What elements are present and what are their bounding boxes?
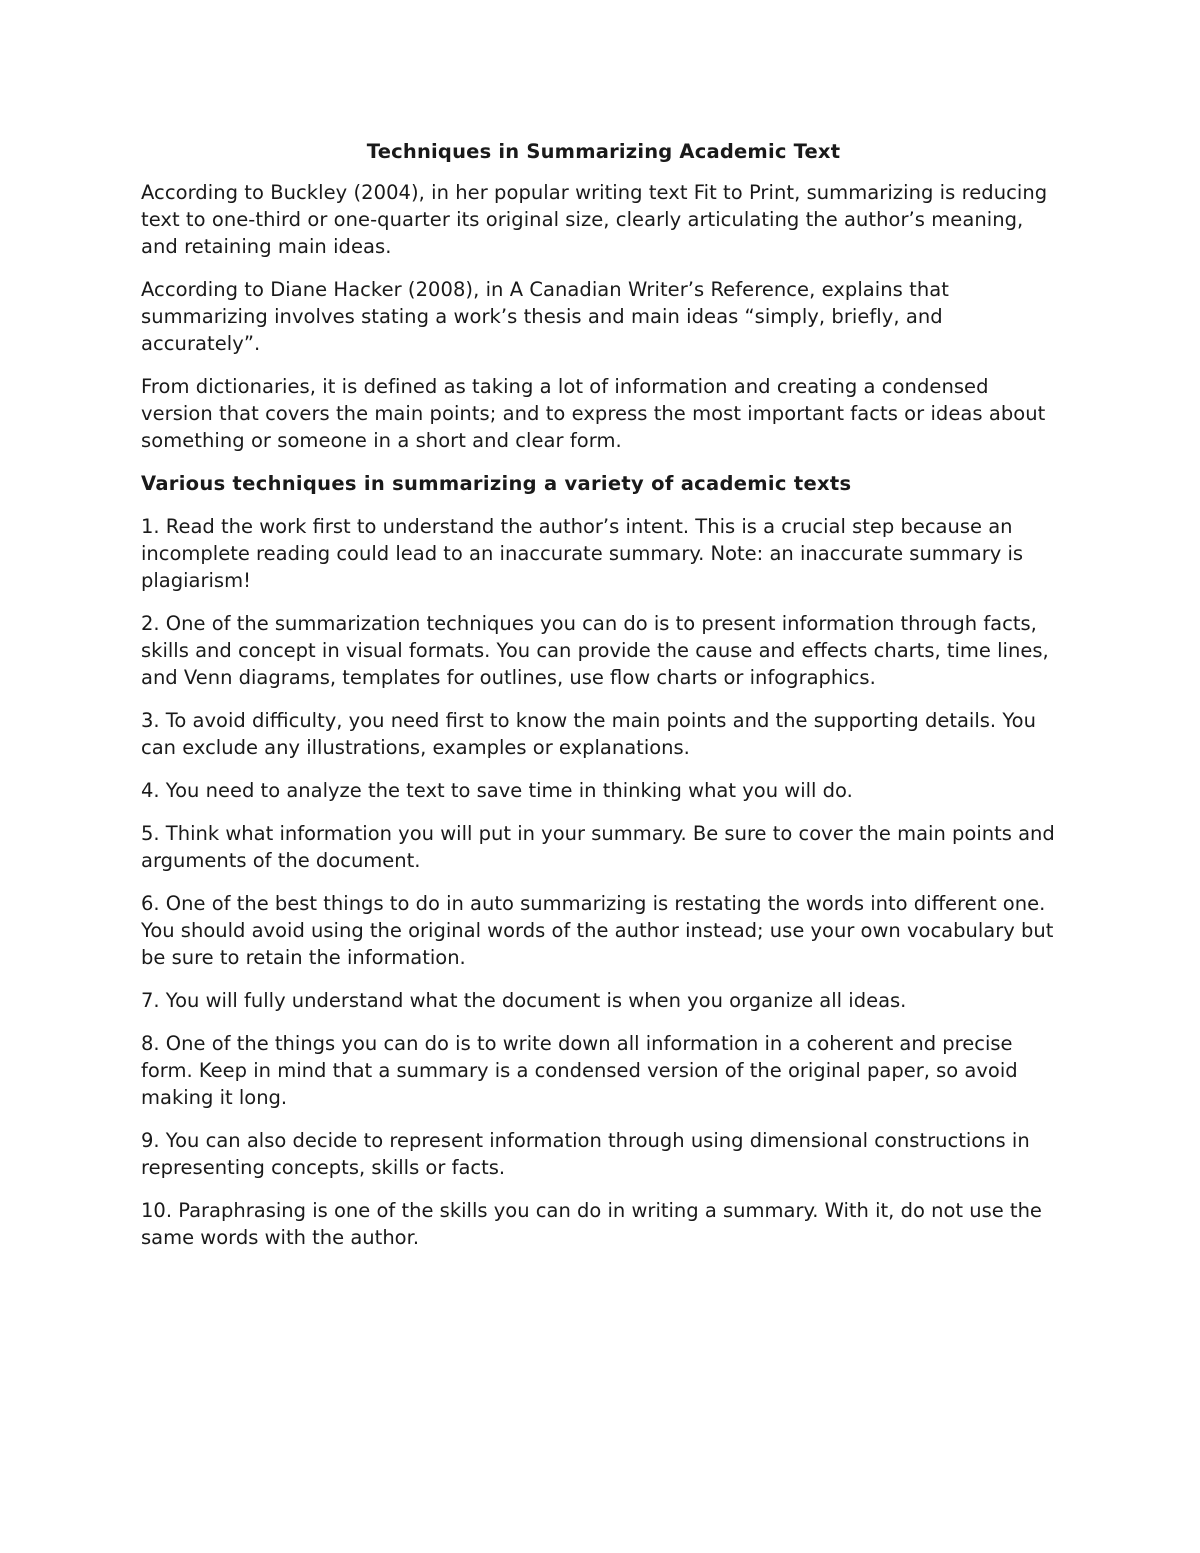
technique-item-6: 6. One of the best things to do in auto summarizing is restating the words into different one. You should avoid using the original words of the author instead; use your own vocabulary but be sure to retain the information. xyxy=(141,892,1054,969)
techniques-subheading: Various techniques in summarizing a variety of academic texts xyxy=(141,472,852,495)
technique-item-9: 9. You can also decide to represent information through using dimensional constructions in representing concepts, skills or facts. xyxy=(141,1129,1030,1179)
technique-item-4: 4. You need to analyze the text to save time in thinking what you will do. xyxy=(141,779,853,802)
document-title: Techniques in Summarizing Academic Text xyxy=(366,140,841,163)
technique-item-10: 10. Paraphrasing is one of the skills you can do in writing a summary. With it, do not use the same words with the author. xyxy=(141,1199,1042,1249)
technique-item-8: 8. One of the things you can do is to write down all information in a coherent and precise form. Keep in mind that a summary is a condensed version of the original paper, so avoid making it long. xyxy=(141,1032,1018,1109)
technique-item-5: 5. Think what information you will put in your summary. Be sure to cover the main points and arguments of the document. xyxy=(141,822,1055,872)
paragraph-buckley-definition: According to Buckley (2004), in her popular writing text Fit to Print, summarizing is reducing text to one-third or one-quarter its original size, clearly articulating the author’s meaning, and retaining main ideas. xyxy=(141,181,1048,258)
technique-item-1: 1. Read the work first to understand the author’s intent. This is a crucial step because an incomplete reading could lead to an inaccurate summary. Note: an inaccurate summary is plagiarism! xyxy=(141,515,1024,592)
paragraph-dictionary-definition: From dictionaries, it is defined as taking a lot of information and creating a condensed version that covers the main points; and to express the most important facts or ideas about something or someone in a short and clear form. xyxy=(141,375,1046,452)
document-page xyxy=(141,138,1066,1267)
technique-item-7: 7. You will fully understand what the document is when you organize all ideas. xyxy=(141,989,907,1012)
technique-item-2: 2. One of the summarization techniques you can do is to present information through facts, skills and concept in visual formats. You can provide the cause and effects charts, time lines, and Venn diagrams, templates for outlines, use flow charts or infographics. xyxy=(141,612,1049,689)
technique-item-3: 3. To avoid difficulty, you need first to know the main points and the supporting details. You can exclude any illustrations, examples or explanations. xyxy=(141,709,1036,759)
paragraph-hacker-definition: According to Diane Hacker (2008), in A Canadian Writer’s Reference, explains that summarizing involves stating a work’s thesis and main ideas “simply, briefly, and accurately”. xyxy=(141,278,949,355)
